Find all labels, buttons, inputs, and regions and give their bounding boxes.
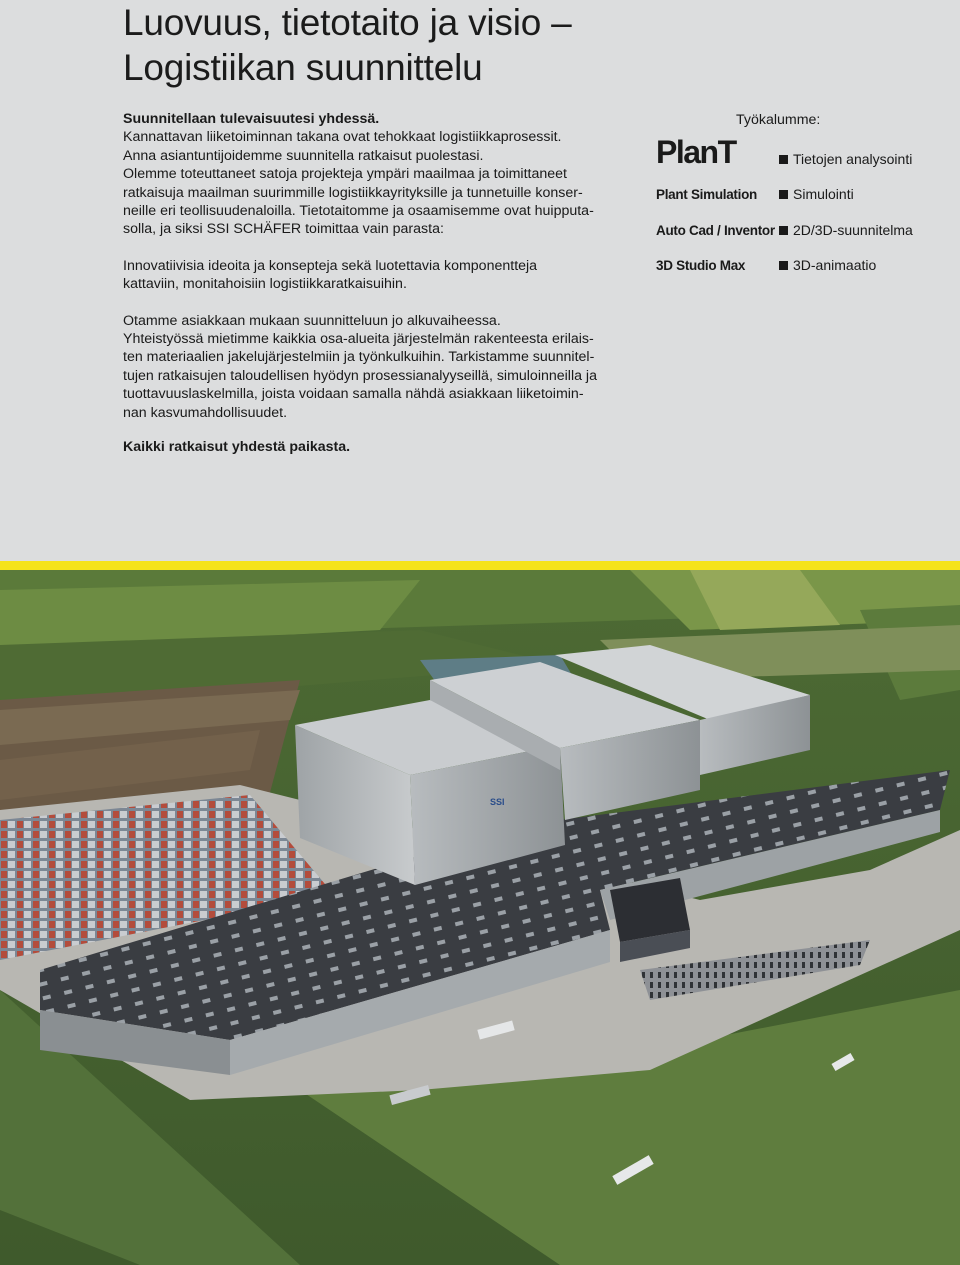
page-title-line-2: Logistiikan suunnittelu bbox=[123, 47, 483, 88]
intro-line: solla, ja siksi SSI SCHÄFER toimittaa vain parasta: bbox=[123, 221, 444, 238]
intro-line: ratkaisuja maailman suurimmille logistiikkayrityksille ja tunnetuille konser- bbox=[123, 184, 583, 201]
intro-lead: Suunnitellaan tulevaisuutesi yhdessä. bbox=[123, 111, 380, 127]
innovation-line: kattaviin, monitahoisiin logistiikkaratkaisuihin. bbox=[123, 276, 407, 293]
tool-name-3d-studio-max: 3D Studio Max bbox=[656, 258, 746, 273]
square-bullet-icon bbox=[779, 226, 788, 235]
customer-line: nan kasvumahdollisuudet. bbox=[123, 404, 288, 421]
tool-item-simulation: Simulointi bbox=[779, 186, 854, 202]
innovation-line: Innovatiivisia ideoita ja konsepteja sekä luotettavia komponentteja bbox=[123, 257, 538, 274]
page-title bbox=[123, 0, 572, 90]
tools-heading: Työkalumme: bbox=[736, 112, 821, 128]
plant-logo-text: PlanT bbox=[656, 136, 736, 168]
tool-item-3d-animation: 3D-animaatio bbox=[779, 257, 876, 273]
customer-line: tujen ratkaisujen taloudellisen hyödyn prosessianalyyseillä, simuloinneilla ja bbox=[123, 367, 597, 384]
building-logo: SSI bbox=[490, 797, 505, 807]
customer-paragraph bbox=[123, 312, 623, 422]
tool-name-plant-simulation: Plant Simulation bbox=[656, 187, 757, 202]
customer-line: Yhteistyössä mietimme kaikkia osa-alueita järjestelmän rakenteesta erilais- bbox=[123, 331, 594, 348]
page-title-line-1: Luovuus, tietotaito ja visio – bbox=[123, 2, 572, 43]
tool-name-autocad-inventor: Auto Cad / Inventor bbox=[656, 223, 775, 238]
customer-line: tuottavuuslaskelmilla, joista voidaan samalla nähdä asiakkaan liiketoimin- bbox=[123, 386, 584, 403]
square-bullet-icon bbox=[779, 190, 788, 199]
square-bullet-icon bbox=[779, 261, 788, 270]
innovation-paragraph bbox=[123, 257, 623, 294]
customer-line: ten materiaalien jakelujärjestelmiin ja työnkulkuihin. Tarkistamme suunnitel- bbox=[123, 349, 595, 366]
tool-item-data-analysis: Tietojen analysointi bbox=[779, 151, 912, 167]
customer-line: Otamme asiakkaan mukaan suunnitteluun jo alkuvaiheessa. bbox=[123, 312, 501, 329]
intro-paragraph bbox=[123, 110, 623, 239]
closing-statement: Kaikki ratkaisut yhdestä paikasta. bbox=[123, 439, 351, 456]
yellow-accent-stripe bbox=[0, 561, 960, 570]
intro-line: Olemme toteuttaneet satoja projekteja ympäri maailmaa ja toimittaneet bbox=[123, 166, 567, 183]
tool-item-2d3d-plan: 2D/3D-suunnitelma bbox=[779, 222, 913, 238]
square-bullet-icon bbox=[779, 155, 788, 164]
intro-line: neille eri teollisuudenaloilla. Tietotaitomme ja osaamisemme ovat huipputa- bbox=[123, 203, 594, 220]
plant-logo bbox=[656, 136, 740, 168]
aerial-warehouse-photo bbox=[0, 570, 960, 1265]
body-text bbox=[123, 110, 623, 457]
intro-line: Anna asiantuntijoidemme suunnitella ratkaisut puolestasi. bbox=[123, 147, 484, 164]
intro-line: Kannattavan liiketoiminnan takana ovat tehokkaat logistiikkaprosessit. bbox=[123, 129, 562, 146]
